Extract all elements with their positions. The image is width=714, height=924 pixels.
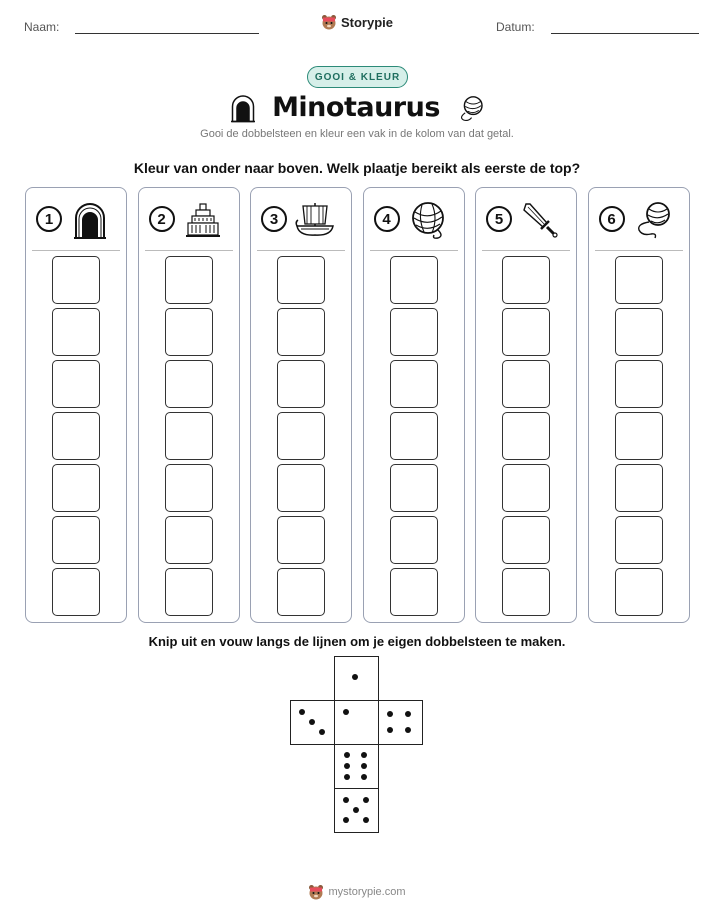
color-cell[interactable] <box>502 568 550 616</box>
dice-pip <box>343 797 349 803</box>
temple-tower-icon <box>183 200 223 240</box>
yarn-ball-icon <box>408 200 448 240</box>
column-header <box>36 200 116 240</box>
column-number: 3 <box>261 206 287 232</box>
name-label: Naam: <box>24 20 60 34</box>
color-cell[interactable] <box>277 308 325 356</box>
color-cell[interactable] <box>165 568 213 616</box>
subtitle: Gooi de dobbelsteen en kleur een vak in de kolom van dat getal. <box>200 128 514 140</box>
color-cell[interactable] <box>390 308 438 356</box>
column-divider <box>482 250 570 251</box>
footer <box>0 884 714 900</box>
color-cell[interactable] <box>615 308 663 356</box>
column-6 <box>588 187 690 623</box>
color-cell[interactable] <box>502 412 550 460</box>
column-number: 2 <box>149 206 175 232</box>
date-line <box>551 21 699 34</box>
column-divider <box>370 250 458 251</box>
dice-pip <box>319 729 325 735</box>
color-cell[interactable] <box>165 516 213 564</box>
color-cell[interactable] <box>502 464 550 512</box>
column-number: 6 <box>599 206 625 232</box>
cell-stack <box>165 256 213 620</box>
color-cell[interactable] <box>52 360 100 408</box>
column-divider <box>595 250 683 251</box>
brand-name: Storypie <box>340 14 393 30</box>
color-cell[interactable] <box>390 412 438 460</box>
title-row <box>0 92 714 123</box>
dice-pip <box>387 727 393 733</box>
color-cell[interactable] <box>52 516 100 564</box>
column-divider <box>145 250 233 251</box>
tunnel-gate-icon <box>228 93 258 123</box>
viking-ship-icon <box>295 200 335 240</box>
color-cell[interactable] <box>165 464 213 512</box>
color-cell[interactable] <box>277 568 325 616</box>
color-cell[interactable] <box>277 360 325 408</box>
color-cell[interactable] <box>277 516 325 564</box>
dice-pip <box>363 797 369 803</box>
color-cell[interactable] <box>52 568 100 616</box>
color-cell[interactable] <box>390 256 438 304</box>
color-cell[interactable] <box>502 308 550 356</box>
dice-net <box>290 656 424 834</box>
cell-stack <box>502 256 550 620</box>
color-cell[interactable] <box>502 516 550 564</box>
column-divider <box>32 250 120 251</box>
column-1 <box>25 187 127 623</box>
dice-pip <box>343 817 349 823</box>
color-cell[interactable] <box>165 256 213 304</box>
instruction: Kleur van onder naar boven. Welk plaatje bereikt als eerste de top? <box>133 160 581 176</box>
cut-instruction: Knip uit en vouw langs de lijnen om je eigen dobbelsteen te maken. <box>148 634 566 649</box>
color-cell[interactable] <box>277 412 325 460</box>
dice-pip <box>309 719 315 725</box>
color-cell[interactable] <box>390 516 438 564</box>
dice-pip <box>299 709 305 715</box>
sword-icon <box>520 200 560 240</box>
color-cell[interactable] <box>502 256 550 304</box>
dice-face <box>334 700 379 745</box>
color-cell[interactable] <box>615 516 663 564</box>
dice-face <box>378 700 423 745</box>
column-header <box>486 200 566 240</box>
color-cell[interactable] <box>615 412 663 460</box>
date-field <box>496 20 699 34</box>
color-columns <box>25 187 690 623</box>
column-header <box>599 200 679 240</box>
dice-pip <box>344 763 350 769</box>
dice-pip <box>361 752 367 758</box>
column-2 <box>138 187 240 623</box>
dice-pip <box>363 817 369 823</box>
color-cell[interactable] <box>390 568 438 616</box>
color-cell[interactable] <box>52 256 100 304</box>
color-cell[interactable] <box>52 308 100 356</box>
color-cell[interactable] <box>615 568 663 616</box>
cell-stack <box>277 256 325 620</box>
color-cell[interactable] <box>52 464 100 512</box>
color-cell[interactable] <box>390 464 438 512</box>
cell-stack <box>390 256 438 620</box>
color-cell[interactable] <box>277 256 325 304</box>
column-number: 1 <box>36 206 62 232</box>
color-cell[interactable] <box>390 360 438 408</box>
dice-face <box>334 788 379 833</box>
bear-logo-icon <box>321 14 337 30</box>
column-4 <box>363 187 465 623</box>
dice-pip <box>343 709 349 715</box>
yarn-ball-icon <box>454 93 486 123</box>
dice-pip <box>387 711 393 717</box>
color-cell[interactable] <box>52 412 100 460</box>
cell-stack <box>52 256 100 620</box>
dice-pip <box>344 774 350 780</box>
color-cell[interactable] <box>615 256 663 304</box>
dice-face <box>334 744 379 789</box>
dice-pip <box>405 727 411 733</box>
color-cell[interactable] <box>165 360 213 408</box>
dice-face <box>290 700 335 745</box>
yarn-ball-thread-icon <box>633 200 673 240</box>
color-cell[interactable] <box>277 464 325 512</box>
dice-pip <box>352 674 358 680</box>
color-cell[interactable] <box>615 360 663 408</box>
color-cell[interactable] <box>615 464 663 512</box>
column-number: 5 <box>486 206 512 232</box>
color-cell[interactable] <box>502 360 550 408</box>
dice-pip <box>361 763 367 769</box>
dice-pip <box>353 807 359 813</box>
dice-face <box>334 656 379 701</box>
column-number: 4 <box>374 206 400 232</box>
bear-logo-icon <box>308 884 324 900</box>
dice-pip <box>361 774 367 780</box>
column-divider <box>257 250 345 251</box>
date-label: Datum: <box>496 20 535 34</box>
column-header <box>374 200 454 240</box>
dice-pip <box>344 752 350 758</box>
cell-stack <box>615 256 663 620</box>
footer-site[interactable]: mystorypie.com <box>328 886 406 898</box>
column-header <box>261 200 341 240</box>
page-title: Minotaurus <box>272 92 440 123</box>
category-badge: GOOI & KLEUR <box>307 66 408 88</box>
dice-pip <box>405 711 411 717</box>
column-3 <box>250 187 352 623</box>
column-header <box>149 200 229 240</box>
color-cell[interactable] <box>165 308 213 356</box>
tunnel-gate-icon <box>70 200 110 240</box>
column-5 <box>475 187 577 623</box>
color-cell[interactable] <box>165 412 213 460</box>
